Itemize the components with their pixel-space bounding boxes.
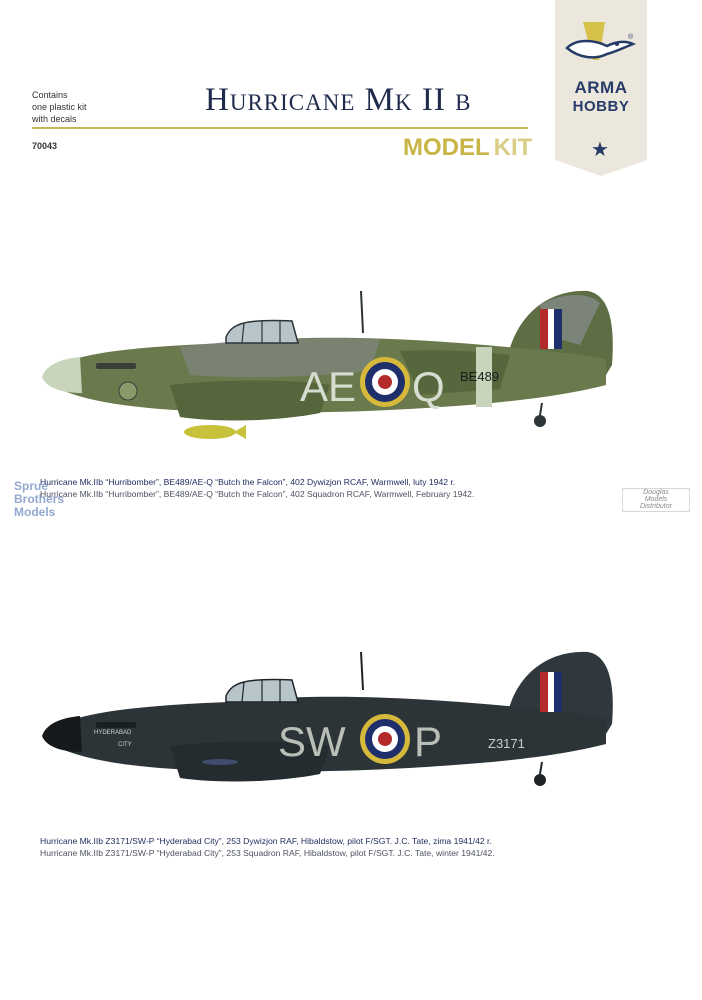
registered-mark: ® [628,34,634,41]
caption-polish: Hurricane Mk.IIb Z3171/SW-P “Hyderabad City”, 253 Dywizjon RAF, Hibaldstow, pilot F/SGT. J.C. Tate, zima 1941/42 r. [40,836,492,846]
watermark-line: Sprue [14,479,49,493]
brand-name-arma: ARMA [574,78,628,97]
caption-polish: Hurricane Mk.IIb “Hurribomber”, BE489/AE-Q “Butch the Falcon”, 402 Dywizjon RCAF, Warmwell, luty 1942 r. [40,477,456,487]
subtitle [403,134,532,162]
code-letters-left: SW [278,718,346,765]
contents-note [32,89,142,125]
nose-name-line2: CITY [118,742,132,748]
distributor-line: Douglas [643,489,669,496]
page-title: Hurricane Mk II b [205,82,472,118]
title-divider [32,127,528,129]
brand-name-hobby: HOBBY [572,98,630,115]
contents-line: with decals [32,114,77,124]
caption-aircraft-2 [40,835,495,859]
subtitle-model: MODEL [403,134,490,161]
product-code: 70043 [32,141,58,151]
contents-line: one plastic kit [32,102,87,112]
contents-line: Contains [32,90,68,100]
distributor-logo [622,488,690,512]
distributor-line: Distributor [640,503,672,510]
nose-name-line1: HYDERABAD [94,730,132,736]
serial-number: Z3171 [488,736,525,751]
subtitle-kit: KIT [493,134,533,161]
watermark-line: Brothers [14,492,65,506]
serial-number: BE489 [460,369,500,384]
caption-english: Hurricane Mk.IIb “Hurribomber”, BE489/AE-Q “Butch the Falcon”, 402 Squadron RCAF, Warmwell, February 1942. [40,489,475,499]
caption-english: Hurricane Mk.IIb Z3171/SW-P “Hyderabad City”, 253 Squadron RAF, Hibaldstow, pilot F/SGT. J.C. Tate, winter 1941/42. [40,848,495,858]
aircraft-profile-z3171 [40,650,620,815]
code-letter-right: Q [412,363,445,410]
aircraft-profile-be489 [40,285,620,450]
code-letter-right: P [414,718,443,765]
caption-aircraft-1 [40,476,474,500]
watermark-line: Models [14,505,56,519]
distributor-line: Models [644,496,668,503]
star-icon: ★ [591,139,609,161]
code-letters-left: AE [300,363,357,410]
